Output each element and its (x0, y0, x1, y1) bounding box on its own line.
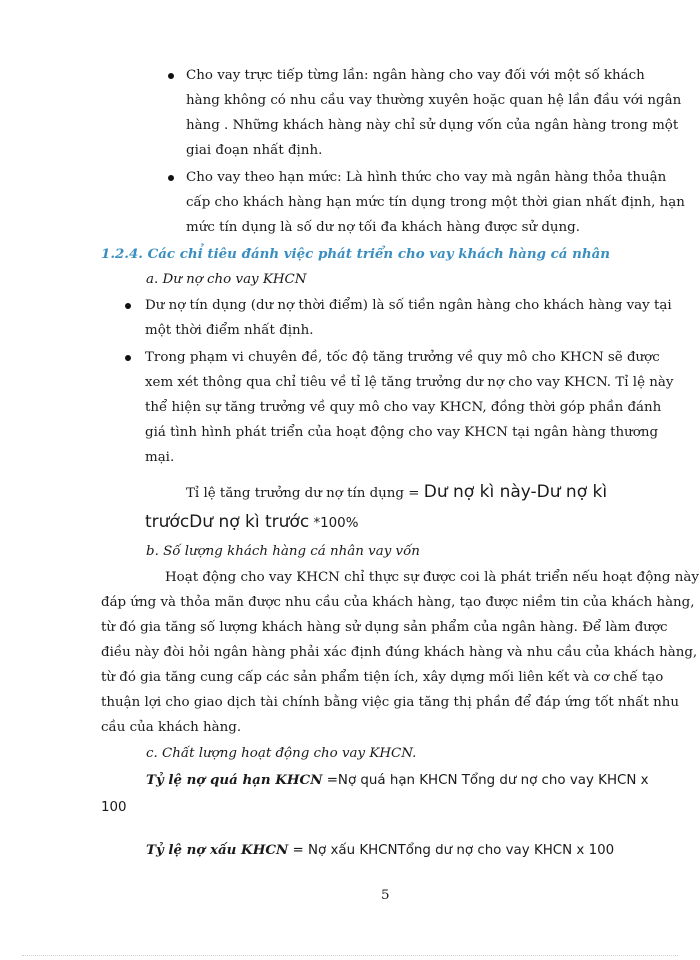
bullet-text-line: mại. (145, 450, 175, 465)
bullet-text-line: Cho vay trực tiếp từng lần: ngân hàng cho vay đối với một số khách (186, 68, 645, 83)
paragraph-line: cầu của khách hàng. (101, 720, 242, 735)
paragraph-line: từ đó gia tăng số lượng khách hàng sử dụng sản phẩm của ngân hàng. Để làm được (101, 620, 668, 635)
page-bottom-rule (22, 955, 678, 956)
page-number: 5 (381, 888, 390, 903)
formula-continuation: 100 (101, 800, 127, 815)
bullet-text-line: thể hiện sự tăng trưởng về quy mô cho vay KHCN, đồng thời góp phần đánh (145, 400, 662, 415)
formula-label: Tỉ lệ tăng trưởng dư nợ tín dụng = (186, 486, 424, 501)
bullet-text-line: cấp cho khách hàng hạn mức tín dụng trong một thời gian nhất định, hạn (186, 195, 685, 210)
growth-rate-formula-cont (145, 510, 358, 536)
bullet-text-line: giá tình hình phát triển của hoạt động cho vay KHCN tại ngân hàng thương (145, 425, 659, 440)
bullet-text-line: giai đoạn nhất định. (186, 143, 323, 158)
formula-expression: Dư nợ kì này-Dư nợ kì (423, 482, 608, 502)
bullet-text-line: một thời điểm nhất định. (145, 323, 314, 338)
formula-label: Tỷ lệ nợ xấu KHCN (146, 842, 289, 858)
bullet-dot (168, 175, 174, 181)
bullet-dot (125, 303, 131, 309)
paragraph-line: đáp ứng và thỏa mãn được nhu cầu của khách hàng, tạo được niềm tin của khách hàng, (101, 595, 695, 610)
bullet-text-line: mức tín dụng là số dư nợ tối đa khách hàng được sử dụng. (186, 220, 581, 235)
formula-expression: =Nợ quá hạn KHCN Tổng dư nợ cho vay KHCN x (322, 773, 649, 788)
bullet-text-line: hàng . Những khách hàng này chỉ sử dụng vốn của ngân hàng trong một (186, 118, 679, 133)
paragraph-line: Hoạt động cho vay KHCN chỉ thực sự được coi là phát triển nếu hoạt động này (165, 570, 699, 585)
bullet-text-line: Cho vay theo hạn mức: Là hình thức cho vay mà ngân hàng thỏa thuận (186, 170, 667, 185)
bad-debt-ratio-formula (146, 840, 614, 861)
bullet-dot (168, 73, 174, 79)
formula-suffix: *100% (309, 516, 359, 531)
bullet-dot (125, 355, 131, 361)
growth-rate-formula (186, 480, 607, 506)
bullet-text-line: hàng không có nhu cầu vay thường xuyên hoặc quan hệ lần đầu với ngân (186, 93, 682, 108)
formula-label: Tỷ lệ nợ quá hạn KHCN (146, 772, 323, 788)
paragraph-line: từ đó gia tăng cung cấp các sản phẩm tiện ích, xây dựng mối liên kết và cơ chế tạo (101, 670, 664, 685)
overdue-ratio-formula (146, 770, 649, 791)
subheading-c: c. Chất lượng hoạt động cho vay KHCN. (146, 746, 417, 761)
formula-expression: trướcDư nợ kì trước (145, 512, 310, 532)
section-heading: 1.2.4. Các chỉ tiêu đánh việc phát triển cho vay khách hàng cá nhân (101, 246, 610, 262)
bullet-text-line: Dư nợ tín dụng (dư nợ thời điểm) là số tiền ngân hàng cho khách hàng vay tại (145, 298, 672, 313)
formula-expression: = Nợ xấu KHCNTổng dư nợ cho vay KHCN x 100 (288, 843, 615, 858)
paragraph-line: điều này đòi hỏi ngân hàng phải xác định đúng khách hàng và nhu cầu của khách hàng, (101, 645, 698, 660)
paragraph-line: thuận lợi cho giao dịch tài chính bằng việc gia tăng thị phần để đáp ứng tốt nhất nhu (101, 695, 680, 710)
subheading-b: b. Số lượng khách hàng cá nhân vay vốn (146, 544, 420, 559)
subheading-a: a. Dư nợ cho vay KHCN (146, 272, 307, 287)
bullet-text-line: xem xét thông qua chỉ tiêu về tỉ lệ tăng trưởng dư nợ cho vay KHCN. Tỉ lệ này (145, 375, 674, 390)
bullet-text-line: Trong phạm vi chuyên đề, tốc độ tăng trưởng về quy mô cho KHCN sẽ được (145, 350, 660, 365)
